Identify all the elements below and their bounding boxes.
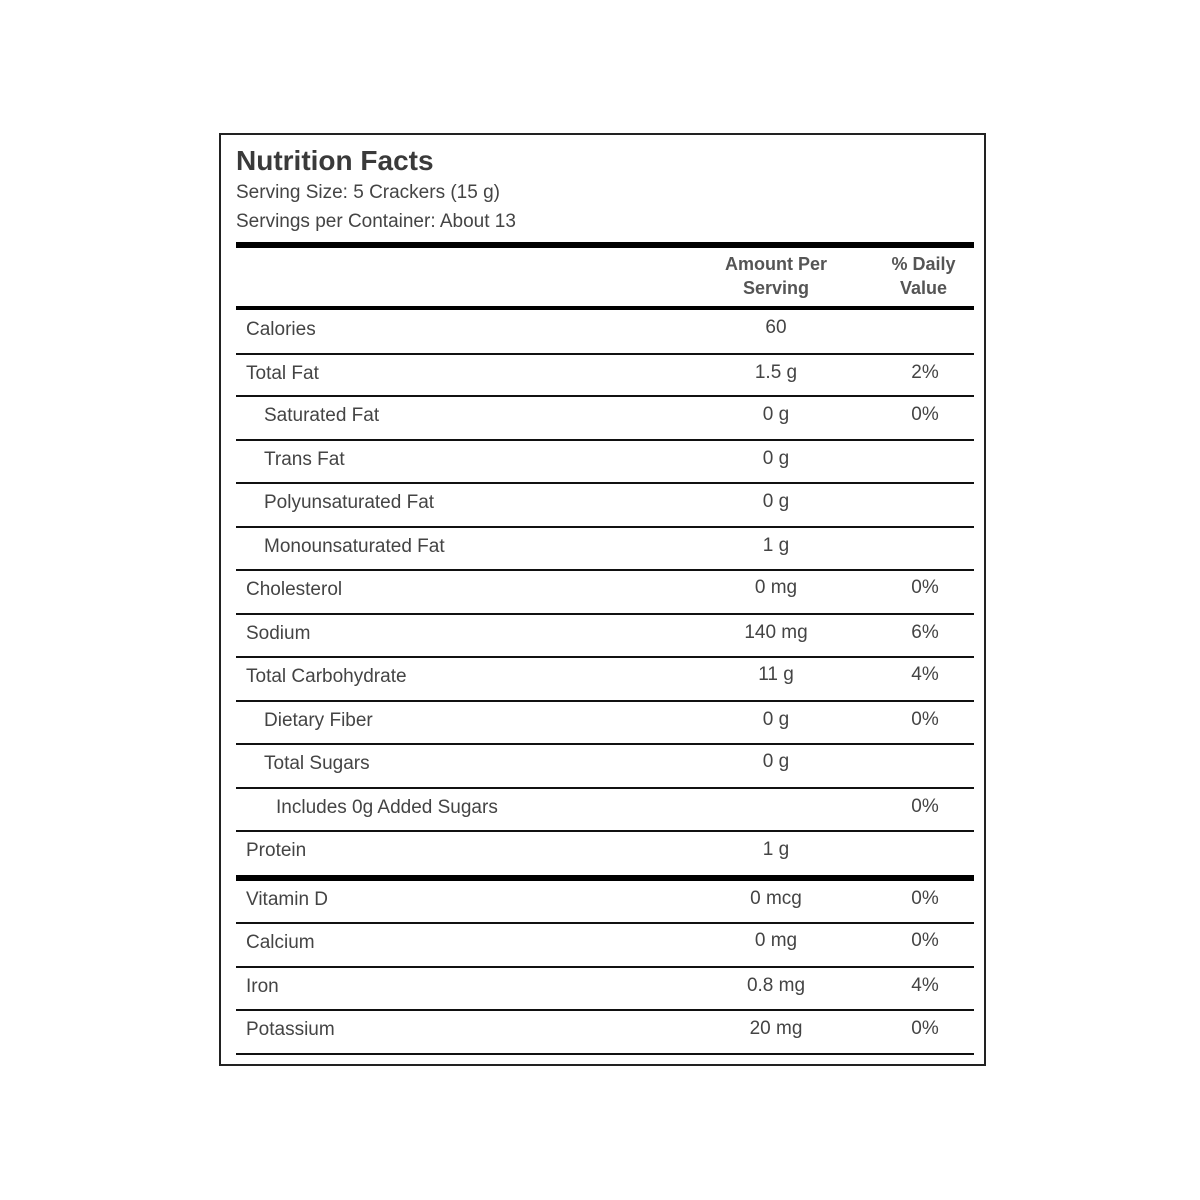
nutrient-row-dietary-fiber <box>236 702 974 745</box>
nutrient-row-monounsaturated-fat <box>236 528 974 571</box>
nutrient-amount: 0 g <box>762 709 790 730</box>
nutrient-amount: 0 g <box>762 491 790 512</box>
nutrient-row-total-sugars <box>236 745 974 789</box>
nutrient-row-total-carbohydrate <box>236 658 974 702</box>
nutrient-row-trans-fat <box>236 441 974 484</box>
nutrient-row-iron <box>236 968 974 1011</box>
nutrient-daily-value: 0% <box>911 1018 939 1039</box>
nutrient-name: Calories <box>246 319 316 340</box>
nutrient-row-polyunsaturated-fat <box>236 484 974 528</box>
nutrient-name: Saturated Fat <box>264 405 380 426</box>
column-header-amount <box>701 252 851 300</box>
nutrient-row-calcium <box>236 924 974 968</box>
nutrient-daily-value: 0% <box>911 930 939 951</box>
nutrient-daily-value: 0% <box>911 404 939 425</box>
nutrient-amount: 20 mg <box>749 1018 803 1039</box>
servings-per-container: Servings per Container: About 13 <box>236 211 516 232</box>
nutrient-name: Polyunsaturated Fat <box>264 492 435 513</box>
nutrient-amount: 0 mg <box>754 577 798 598</box>
nutrient-name: Monounsaturated Fat <box>264 536 445 557</box>
nutrient-row-saturated-fat <box>236 397 974 441</box>
nutrient-amount: 0 g <box>762 448 790 469</box>
nutrient-name: Vitamin D <box>246 889 329 910</box>
nutrient-name: Total Sugars <box>264 753 370 774</box>
nutrient-row-vitamin-d <box>236 881 974 924</box>
nutrient-daily-value: 0% <box>911 709 939 730</box>
nutrient-daily-value: 4% <box>911 664 939 685</box>
nutrient-row-protein <box>236 832 974 881</box>
nutrient-name: Trans Fat <box>264 449 345 470</box>
nutrient-amount: 0 g <box>762 404 790 425</box>
nutrient-name: Cholesterol <box>246 579 343 600</box>
nutrient-amount: 0.8 mg <box>746 975 806 996</box>
column-header-dv-line2: Value <box>899 278 948 298</box>
column-header-dv-line1: % Daily <box>891 254 956 274</box>
nutrient-row-added-sugars <box>236 789 974 832</box>
nutrient-daily-value: 0% <box>911 796 939 817</box>
nutrient-daily-value: 6% <box>911 622 939 643</box>
nutrient-name: Sodium <box>246 623 311 644</box>
top-rule <box>236 242 974 248</box>
nutrient-daily-value: 0% <box>911 577 939 598</box>
column-header-amount-line1: Amount Per <box>724 254 827 274</box>
nutrient-daily-value: 0% <box>911 888 939 909</box>
nutrient-name: Calcium <box>246 932 315 953</box>
nutrient-amount: 1 g <box>762 535 790 556</box>
column-header-daily-value <box>866 252 981 300</box>
nutrient-amount: 0 g <box>762 751 790 772</box>
nutrient-row-sodium <box>236 615 974 658</box>
nutrient-name: Iron <box>246 976 279 997</box>
nutrient-name: Potassium <box>246 1019 335 1040</box>
nutrient-row-potassium <box>236 1011 974 1055</box>
nutrient-name: Total Carbohydrate <box>246 666 407 687</box>
nutrient-name: Protein <box>246 840 307 861</box>
nutrient-amount: 1.5 g <box>754 362 798 383</box>
nutrient-row-calories <box>236 310 974 355</box>
nutrient-name: Total Fat <box>246 363 319 384</box>
nutrient-row-total-fat <box>236 355 974 397</box>
nutrient-rows <box>236 310 974 1055</box>
nutrient-amount: 0 mg <box>754 930 798 951</box>
nutrient-daily-value: 4% <box>911 975 939 996</box>
nutrient-daily-value: 2% <box>911 362 939 383</box>
nutrient-amount: 1 g <box>762 839 790 860</box>
nutrition-facts-label <box>219 133 986 1066</box>
nutrient-name: Dietary Fiber <box>264 710 373 731</box>
serving-size: Serving Size: 5 Crackers (15 g) <box>236 182 500 203</box>
nutrient-row-cholesterol <box>236 571 974 615</box>
nutrient-amount: 0 mcg <box>750 888 802 909</box>
nutrient-amount: 140 mg <box>744 622 808 643</box>
column-header-amount-line2: Serving <box>742 278 810 298</box>
nutrient-amount: 11 g <box>758 664 794 685</box>
label-title: Nutrition Facts <box>236 145 434 176</box>
nutrient-amount: 60 <box>765 317 787 338</box>
nutrient-name: Includes 0g Added Sugars <box>276 797 498 818</box>
